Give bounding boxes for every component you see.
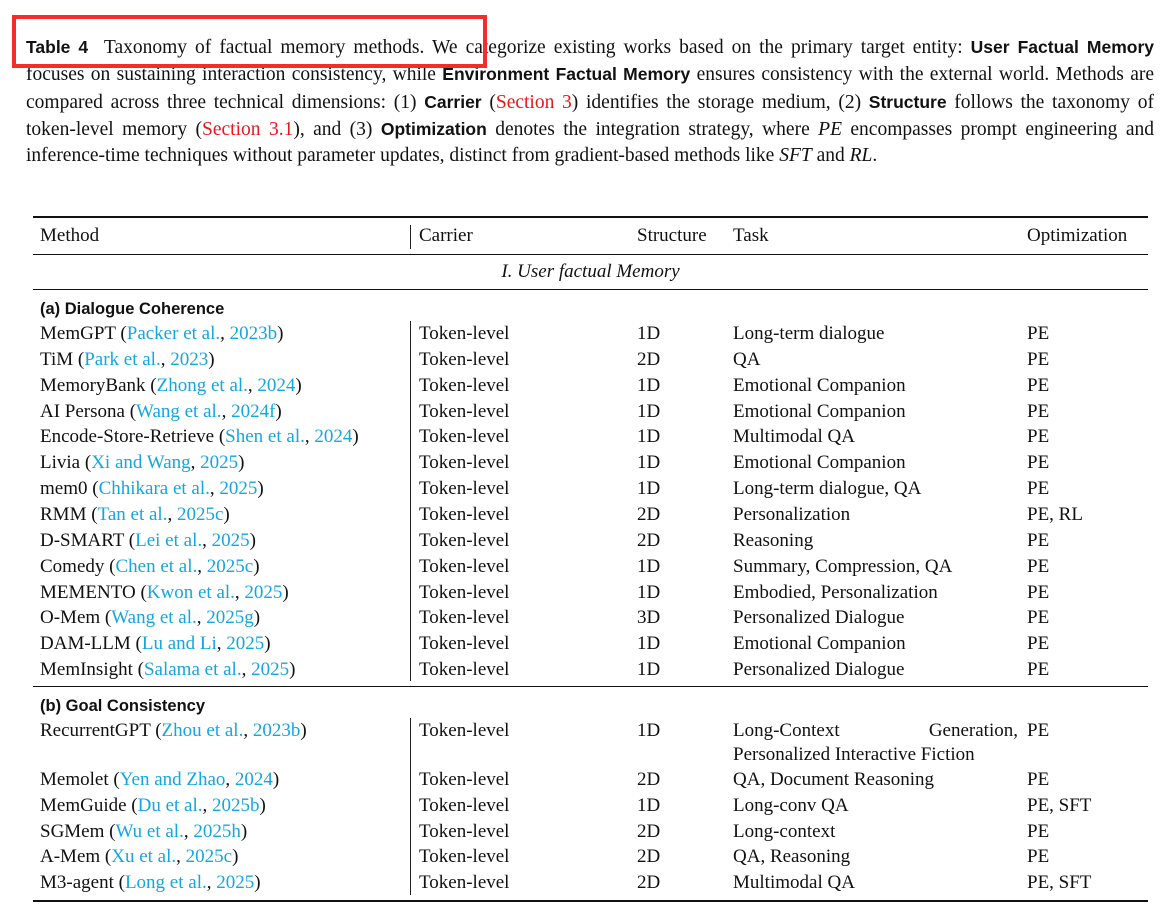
optimization-cell: PE, RL (1027, 503, 1083, 525)
carrier-cell: Token-level (419, 323, 510, 344)
task-cell: Emotional Companion (733, 633, 906, 655)
header-carrier: Carrier (419, 225, 473, 246)
comma: , (202, 529, 212, 551)
paren: ( (113, 872, 125, 894)
carrier-cell: Token-level (419, 400, 510, 422)
structure-cell: 1D (637, 426, 661, 448)
comma: , (241, 659, 252, 681)
paren: ) (240, 820, 248, 842)
structure-cell: 1D (637, 478, 661, 500)
paren: ( (124, 529, 136, 551)
method-cell (40, 477, 264, 501)
task-cell: Personalization (733, 503, 851, 525)
term-user-factual-memory: User Factual Memory (970, 37, 1154, 57)
citation-year-link[interactable]: 2025 (226, 633, 265, 655)
table-title: Taxonomy of factual memory methods. (103, 37, 425, 58)
carrier-cell: Token-level (419, 607, 510, 629)
comma: , (176, 846, 186, 868)
group-title: (a) Dialogue Coherence (40, 300, 225, 318)
paren: ) (277, 323, 284, 344)
structure-cell: 1D (637, 374, 661, 396)
citation-year-link[interactable]: 2025 (244, 581, 283, 603)
column-divider-a (410, 321, 411, 681)
task-cell: Emotional Companion (733, 452, 906, 474)
structure-cell: 1D (637, 400, 661, 422)
paren: ) (253, 555, 260, 577)
section-3-1-link[interactable]: Section 3.1 (202, 118, 294, 140)
citation-year-link[interactable]: 2025 (211, 529, 250, 551)
citation-authors-link[interactable]: Wang et al. (111, 607, 197, 629)
paren: ( (86, 503, 98, 525)
carrier-cell: Token-level (419, 768, 510, 790)
citation-authors-link[interactable]: Packer et al. (126, 323, 221, 344)
comma: , (225, 768, 235, 790)
paren: ( (126, 794, 138, 816)
method-cell (40, 555, 260, 579)
citation-year-link[interactable]: 2025c (176, 503, 224, 525)
citation-year-link[interactable]: 2025 (251, 659, 290, 681)
task-cell: Emotional Companion (733, 400, 906, 422)
citation-authors-link[interactable]: Long et al. (124, 872, 207, 894)
paren: ) (223, 503, 230, 525)
comma: , (234, 581, 245, 603)
paren: ( (87, 478, 99, 500)
method-name: MemGPT (40, 323, 116, 344)
method-cell (40, 451, 244, 475)
structure-cell: 1D (637, 555, 661, 577)
paren: ( (124, 400, 137, 422)
header-rule (33, 254, 1148, 255)
method-cell (40, 820, 247, 844)
optimization-cell: PE (1027, 768, 1050, 790)
optimization-cell: PE (1027, 529, 1050, 551)
citation-year-link[interactable]: 2025 (216, 872, 255, 894)
carrier-cell: Token-level (419, 426, 510, 448)
method-cell (40, 845, 238, 869)
method-name: DAM-LLM (40, 633, 131, 655)
method-cell (40, 581, 289, 605)
task-cell: Long-term dialogue, QA (733, 478, 922, 500)
paren: ) (232, 846, 239, 868)
method-cell (40, 794, 266, 818)
method-name: RecurrentGPT (40, 720, 151, 741)
method-cell (40, 719, 307, 743)
structure-cell: 1D (637, 581, 661, 603)
method-name: Memolet (40, 768, 109, 790)
paren: ) (275, 400, 282, 422)
group-title: (b) Goal Consistency (40, 697, 206, 715)
column-divider-b (410, 718, 411, 895)
optimization-cell: PE (1027, 426, 1050, 448)
task-cell: Long-term dialogue (733, 323, 885, 344)
structure-cell: 1D (637, 720, 661, 741)
task-cell: Reasoning (733, 529, 814, 551)
paren: ( (150, 720, 162, 741)
paren: ) (264, 633, 271, 655)
task-cell: Multimodal QA (733, 872, 855, 894)
table-label: Table 4 (26, 37, 89, 57)
optimization-cell: PE (1027, 820, 1050, 842)
method-name: MemInsight (40, 659, 133, 681)
paren: ) (238, 452, 245, 474)
structure-cell: 3D (637, 607, 661, 629)
comma: , (220, 323, 230, 344)
comma: , (160, 348, 171, 370)
method-name: A-Mem (40, 846, 101, 868)
citation-authors-link[interactable]: Kwon et al. (146, 581, 235, 603)
paren: ( (145, 374, 157, 396)
optimization-cell: PE (1027, 555, 1050, 577)
structure-cell: 2D (637, 503, 661, 525)
optimization-cell: PE (1027, 478, 1050, 500)
comma: , (202, 794, 213, 816)
paren: ) (254, 872, 261, 894)
section-rule (33, 289, 1148, 290)
carrier-cell: Token-level (419, 478, 510, 500)
carrier-cell: Token-level (419, 452, 510, 474)
paren: ( (214, 426, 226, 448)
paren: ) (289, 659, 296, 681)
method-cell (40, 606, 260, 630)
paren: ( (135, 581, 147, 603)
citation-year-link[interactable]: 2025 (200, 452, 239, 474)
citation-year-link[interactable]: 2023b (252, 720, 301, 741)
comma: , (196, 607, 207, 629)
method-name: mem0 (40, 478, 88, 500)
task-cell: Embodied, Personalization (733, 581, 938, 603)
method-cell (40, 400, 282, 424)
comma: , (221, 400, 232, 422)
comma: , (183, 820, 194, 842)
caption-text: ( (481, 91, 496, 113)
structure-cell: 1D (637, 794, 661, 816)
paren: ( (100, 846, 112, 868)
citation-authors-link[interactable]: Chhikara et al. (98, 478, 210, 500)
term-optimization: Optimization (380, 118, 487, 139)
citation-authors-link[interactable]: Du et al. (137, 794, 203, 816)
method-name: MemoryBank (40, 374, 146, 396)
structure-cell: 2D (637, 820, 661, 842)
method-name: Encode-Store-Retrieve (40, 426, 215, 448)
method-name: Livia (40, 452, 81, 474)
comma: , (167, 503, 177, 525)
caption-text: follows the taxonomy of token-level memory ( (26, 91, 1154, 140)
paren: ) (208, 348, 215, 370)
method-cell (40, 503, 230, 527)
comma: , (216, 633, 227, 655)
paren: ) (259, 794, 266, 816)
carrier-cell: Token-level (419, 633, 510, 655)
method-cell (40, 374, 302, 398)
citation-year-link[interactable]: 2023b (229, 323, 278, 344)
citation-year-link[interactable]: 2025c (185, 846, 233, 868)
method-cell (40, 322, 283, 346)
citation-year-link[interactable]: 2024 (257, 374, 296, 396)
method-name: Comedy (40, 555, 105, 577)
structure-cell: 1D (637, 659, 661, 681)
group-divider-rule (33, 686, 1148, 687)
citation-year-link[interactable]: 2025b (212, 794, 260, 816)
method-name: D-SMART (40, 529, 125, 551)
optimization-cell: PE (1027, 348, 1050, 370)
caption-text: denotes the integration strategy, where (486, 118, 819, 140)
carrier-cell: Token-level (419, 659, 510, 681)
citation-year-link[interactable]: 2024f (231, 400, 276, 422)
citation-authors-link[interactable]: Zhong et al. (156, 374, 248, 396)
caption-text: focuses on sustaining interaction consistency, while (26, 64, 443, 86)
paren: ( (108, 768, 120, 790)
method-cell (40, 529, 256, 553)
task-cell: QA, Document Reasoning (733, 768, 935, 790)
structure-cell: 2D (637, 846, 661, 868)
section-title: I. User factual Memory (501, 261, 680, 282)
paren: ) (253, 607, 261, 629)
optimization-cell: PE (1027, 846, 1050, 868)
citation-authors-link[interactable]: Shen et al. (225, 426, 305, 448)
comma: , (247, 374, 258, 396)
citation-year-link[interactable]: 2025 (219, 478, 258, 500)
header-structure: Structure (637, 225, 707, 246)
caption-text: ), and (3) (293, 118, 381, 140)
task-cell: Personalized Dialogue (733, 659, 905, 681)
citation-year-link[interactable]: 2025g (206, 607, 254, 629)
citation-authors-link[interactable]: Lu and Li (141, 633, 217, 655)
header-method: Method (40, 225, 100, 246)
caption-text: . (872, 145, 878, 167)
structure-cell: 2D (637, 768, 661, 790)
citation-year-link[interactable]: 2025h (193, 820, 241, 842)
paren: ) (295, 374, 302, 396)
method-name: M3-agent (40, 872, 114, 894)
optimization-cell: PE (1027, 633, 1050, 655)
term-structure: Structure (868, 91, 947, 112)
task-cell: Long-Context Generation, Personalized Interactive Fiction (733, 720, 1018, 765)
carrier-cell: Token-level (419, 503, 510, 525)
method-cell (40, 768, 279, 792)
paren: ) (249, 529, 256, 551)
optimization-cell: PE (1027, 400, 1050, 422)
paren: ( (132, 659, 144, 681)
task-cell: Long-context (733, 820, 836, 842)
paren: ( (73, 348, 85, 370)
task-cell: Multimodal QA (733, 426, 855, 448)
optimization-cell: PE (1027, 720, 1050, 741)
term-pe: PE (818, 118, 842, 140)
method-name: SGMem (40, 820, 105, 842)
citation-authors-link[interactable]: Wu et al. (115, 820, 184, 842)
table-top-rule (33, 216, 1148, 218)
structure-cell: 1D (637, 633, 661, 655)
comma: , (243, 720, 253, 741)
citation-authors-link[interactable]: Salama et al. (143, 659, 242, 681)
comma: , (209, 478, 220, 500)
structure-cell: 1D (637, 323, 661, 344)
comma: , (304, 426, 315, 448)
carrier-cell: Token-level (419, 581, 510, 603)
paren: ( (104, 820, 116, 842)
carrier-cell: Token-level (419, 555, 510, 577)
optimization-cell: PE (1027, 607, 1050, 629)
term-carrier: Carrier (424, 91, 482, 112)
paren: ) (300, 720, 307, 741)
method-cell (40, 658, 295, 682)
paren: ( (104, 555, 116, 577)
comma: , (197, 555, 207, 577)
method-cell (40, 348, 215, 372)
carrier-cell: Token-level (419, 374, 510, 396)
term-rl: RL (849, 145, 873, 167)
optimization-cell: PE (1027, 452, 1050, 474)
paren: ) (272, 768, 280, 790)
carrier-cell: Token-level (419, 846, 510, 868)
term-environment-factual-memory: Environment Factual Memory (442, 64, 691, 85)
optimization-cell: PE (1027, 581, 1050, 603)
citation-authors-link[interactable]: Yen and Zhao (119, 768, 226, 790)
paren: ) (282, 581, 289, 603)
header-task: Task (733, 225, 769, 246)
citation-authors-link[interactable]: Xu et al. (111, 846, 177, 868)
paren: ( (100, 607, 112, 629)
paren: ( (130, 633, 142, 655)
citation-authors-link[interactable]: Tan et al. (97, 503, 168, 525)
caption-text: encompasses prompt engineering and inference-time techniques without parameter updates, distinct from gradient-based methods like (26, 118, 1154, 167)
table-bottom-rule (33, 900, 1148, 902)
method-name: MEMENTO (40, 581, 136, 603)
citation-authors-link[interactable]: Wang et al. (136, 400, 222, 422)
method-cell (40, 632, 271, 656)
caption-text: and (811, 145, 850, 167)
task-cell: Emotional Companion (733, 374, 906, 396)
citation-year-link[interactable]: 2024 (314, 426, 353, 448)
optimization-cell: PE (1027, 659, 1050, 681)
citation-authors-link[interactable]: Xi and Wang (91, 452, 191, 474)
carrier-cell: Token-level (419, 872, 510, 894)
optimization-cell: PE, SFT (1027, 794, 1092, 816)
method-cell (40, 871, 261, 895)
method-cell (40, 425, 359, 449)
carrier-cell: Token-level (419, 348, 510, 370)
caption-text: We categorize existing works based on the primary target entity: (424, 37, 971, 58)
structure-cell: 2D (637, 529, 661, 551)
task-cell: Long-conv QA (733, 794, 849, 816)
citation-year-link[interactable]: 2024 (234, 768, 273, 790)
method-name: O-Mem (40, 607, 101, 629)
carrier-cell: Token-level (419, 720, 510, 741)
table-caption (26, 34, 1154, 169)
comma: , (190, 452, 201, 474)
task-cell: QA, Reasoning (733, 846, 851, 868)
optimization-cell: PE, SFT (1027, 872, 1092, 894)
task-cell: QA (733, 348, 761, 370)
carrier-cell: Token-level (419, 820, 510, 842)
structure-cell: 2D (637, 872, 661, 894)
paren: ( (80, 452, 92, 474)
task-cell: Personalized Dialogue (733, 607, 905, 629)
optimization-cell: PE (1027, 323, 1050, 344)
citation-year-link[interactable]: 2025c (206, 555, 254, 577)
optimization-cell: PE (1027, 374, 1050, 396)
carrier-cell: Token-level (419, 529, 510, 551)
paren: ) (257, 478, 264, 500)
structure-cell: 2D (637, 348, 661, 370)
method-name: RMM (40, 503, 87, 525)
paren: ) (352, 426, 359, 448)
section-3-link[interactable]: Section 3 (495, 91, 572, 113)
method-name: MemGuide (40, 794, 127, 816)
citation-authors-link[interactable]: Lei et al. (135, 529, 203, 551)
citation-year-link[interactable]: 2023 (170, 348, 209, 370)
citation-authors-link[interactable]: Park et al. (84, 348, 161, 370)
paren: ( (115, 323, 127, 344)
carrier-cell: Token-level (419, 794, 510, 816)
caption-text: ) identifies the storage medium, (2) (571, 91, 869, 113)
structure-cell: 1D (637, 452, 661, 474)
header-optimization: Optimization (1027, 225, 1128, 246)
caption-text: ensures consistency with the external world. Methods are compared across three technical dimensions: (1) (26, 64, 1154, 113)
citation-authors-link[interactable]: Zhou et al. (161, 720, 244, 741)
task-cell: Summary, Compression, QA (733, 555, 953, 577)
citation-authors-link[interactable]: Chen et al. (115, 555, 198, 577)
comma: , (206, 872, 217, 894)
method-name: AI Persona (40, 400, 125, 422)
term-sft: SFT (779, 145, 812, 167)
method-name: TiM (40, 348, 74, 370)
header-column-divider (410, 225, 411, 249)
